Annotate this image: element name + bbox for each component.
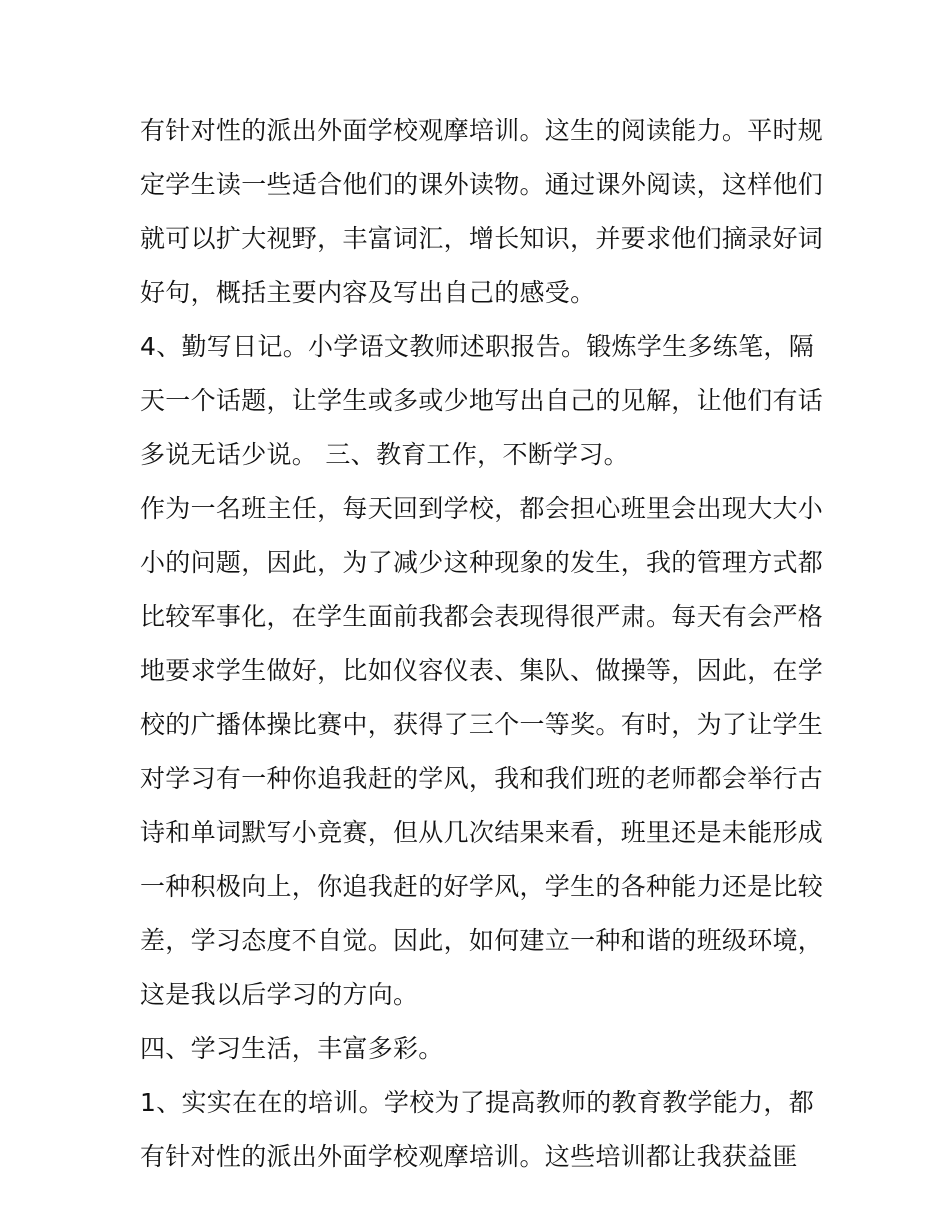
text-line: 有针对性的派出外面学校观摩培训。这些培训都让我获益匪 xyxy=(140,1142,798,1171)
text-line: 作为一名班主任，每天回到学校，都会担心班里会出现大大小 xyxy=(140,494,824,523)
text-line: 比较军事化，在学生面前我都会表现得很严肃。每天有会严格 xyxy=(140,602,824,631)
text-line: 这是我以后学习的方向。 xyxy=(140,980,419,1009)
text-line: 多说无话少说。 三、教育工作，不断学习。 xyxy=(140,440,629,469)
text-line: 天一个话题，让学生或多或少地写出自己的见解，让他们有话 xyxy=(140,386,824,415)
text-line: 校的广播体操比赛中，获得了三个一等奖。有时，为了让学生 xyxy=(140,710,824,739)
text-line: 定学生读一些适合他们的课外读物。通过课外阅读，这样他们 xyxy=(140,170,824,199)
text-line: 一种积极向上，你追我赶的好学风，学生的各种能力还是比较 xyxy=(140,872,824,901)
document-body xyxy=(140,104,830,1184)
text-line: 诗和单词默写小竞赛，但从几次结果来看，班里还是未能形成 xyxy=(140,818,824,847)
text-line: 对学习有一种你追我赶的学风，我和我们班的老师都会举行古 xyxy=(140,764,824,793)
text-line: 四、学习生活，丰富多彩。 xyxy=(140,1034,444,1063)
text-line: 1、实实在在的培训。学校为了提高教师的教育教学能力，都 xyxy=(140,1088,815,1117)
text-line: 好句，概括主要内容及写出自己的感受。 xyxy=(140,278,596,307)
text-line: 小的问题，因此，为了减少这种现象的发生，我的管理方式都 xyxy=(140,548,824,577)
text-line: 有针对性的派出外面学校观摩培训。这生的阅读能力。平时规 xyxy=(140,116,824,145)
text-line: 差，学习态度不自觉。因此，如何建立一种和谐的班级环境， xyxy=(140,926,824,955)
text-line: 就可以扩大视野，丰富词汇，增长知识，并要求他们摘录好词 xyxy=(140,224,824,253)
text-line: 地要求学生做好，比如仪容仪表、集队、做操等，因此，在学 xyxy=(140,656,824,685)
text-line: 4、勤写日记。小学语文教师述职报告。锻炼学生多练笔，隔 xyxy=(140,332,815,361)
